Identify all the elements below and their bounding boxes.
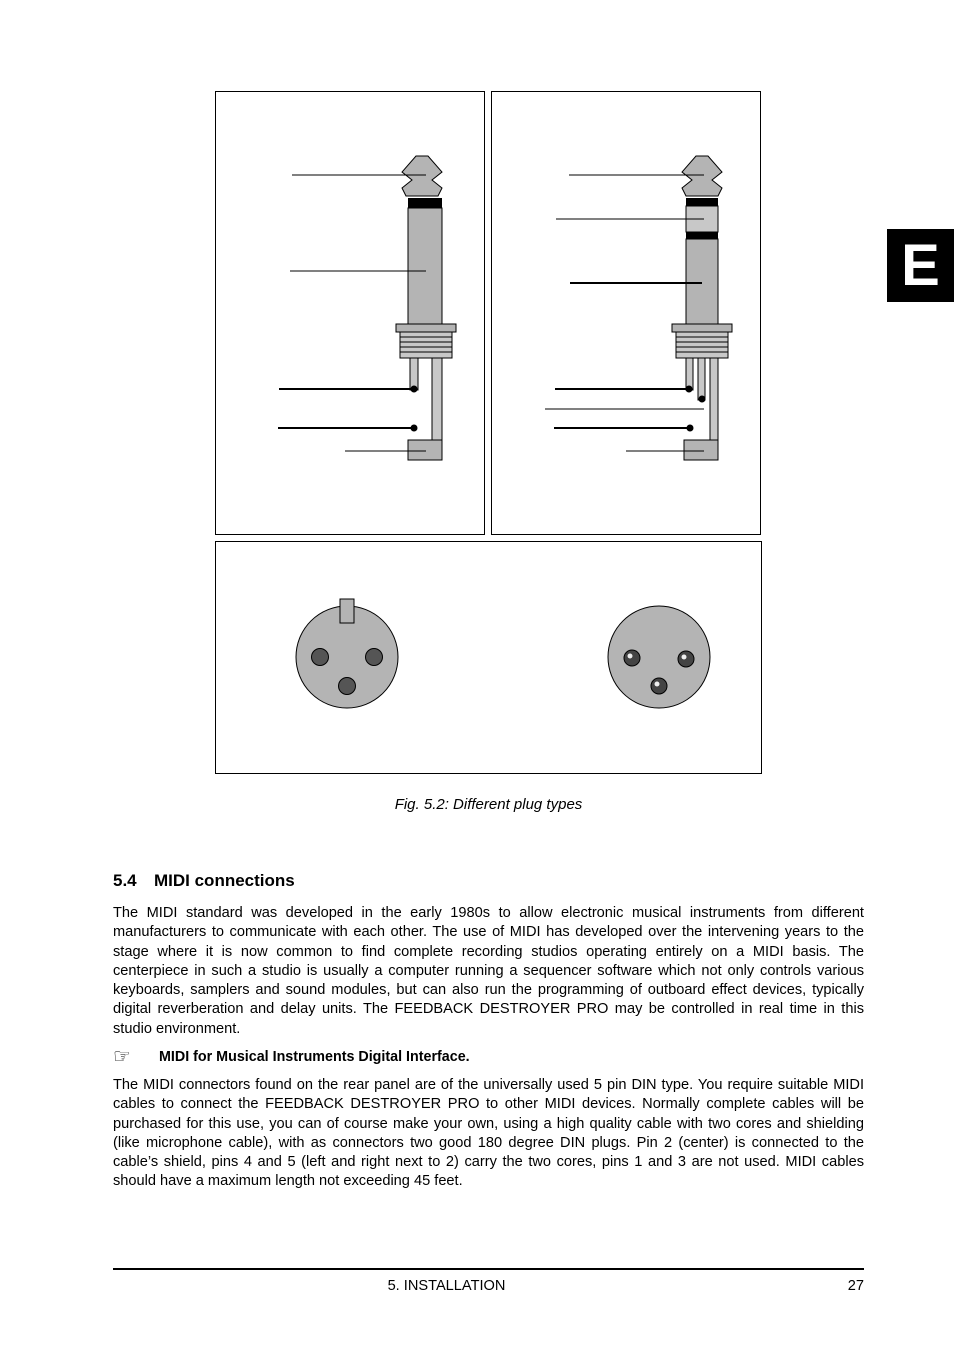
footer-section-label: 5. INSTALLATION	[387, 1278, 506, 1294]
figure-panel-mono-jack	[215, 91, 485, 535]
section-heading	[113, 871, 295, 891]
figure-panel-stereo-jack	[491, 91, 761, 535]
stereo-jack-plug-illustration	[492, 92, 762, 536]
paragraph-midi-cables: The MIDI connectors found on the rear panel are of the universally used 5 pin DIN type. You require suitable MIDI cables to connect the FEEDBACK DESTROYER PRO to other MIDI devices. Normally complete cables will be purchased for this use, you can of course make your own, using a high quality cable with two cores and shielding (like microphone cable), with as connectors two good 180 degree DIN plugs. Pin 2 (center) is connected to the cable’s shield, pins 4 and 5 (left and right next to 2) carry the two cores, pins 1 and 3 are not used. MIDI cables should have a maximum length not exceeding 45 feet.	[113, 1077, 864, 1190]
footer-rule	[113, 1268, 864, 1270]
xlr-connectors-illustration	[216, 542, 763, 775]
figure-caption: Fig. 5.2: Different plug types	[394, 796, 583, 813]
xlr-female-connector	[296, 599, 398, 708]
section-title: MIDI connections	[154, 871, 295, 890]
pointing-hand-icon: ☞	[113, 1046, 131, 1068]
note	[113, 1047, 470, 1067]
page-number: 27	[847, 1278, 864, 1294]
section-tab: E	[887, 229, 954, 302]
note-text: MIDI for Musical Instruments Digital Interface.	[159, 1049, 470, 1065]
section-number: 5.4	[113, 871, 137, 890]
paragraph-midi-intro: The MIDI standard was developed in the early 1980s to allow electronic musical instruments from different manufacturers to communicate with each other. The use of MIDI has developed over the intervening years to the stage where it is now common to find complete recording studios operating entirely on a MIDI basis. The centerpiece in such a studio is usually a computer running a sequencer software which not only controls various keyboards, samplers and sound modules, but can also run the programming of outboard effect devices, typically digital reverberation and delay units. The FEEDBACK DESTROYER PRO may be controlled in real time in this studio environment.	[113, 905, 864, 1037]
mono-jack-plug	[278, 156, 456, 460]
stereo-jack-plug	[545, 156, 732, 460]
xlr-male-connector	[608, 606, 710, 708]
figure-panel-xlr	[215, 541, 762, 774]
mono-jack-plug-illustration	[216, 92, 486, 536]
